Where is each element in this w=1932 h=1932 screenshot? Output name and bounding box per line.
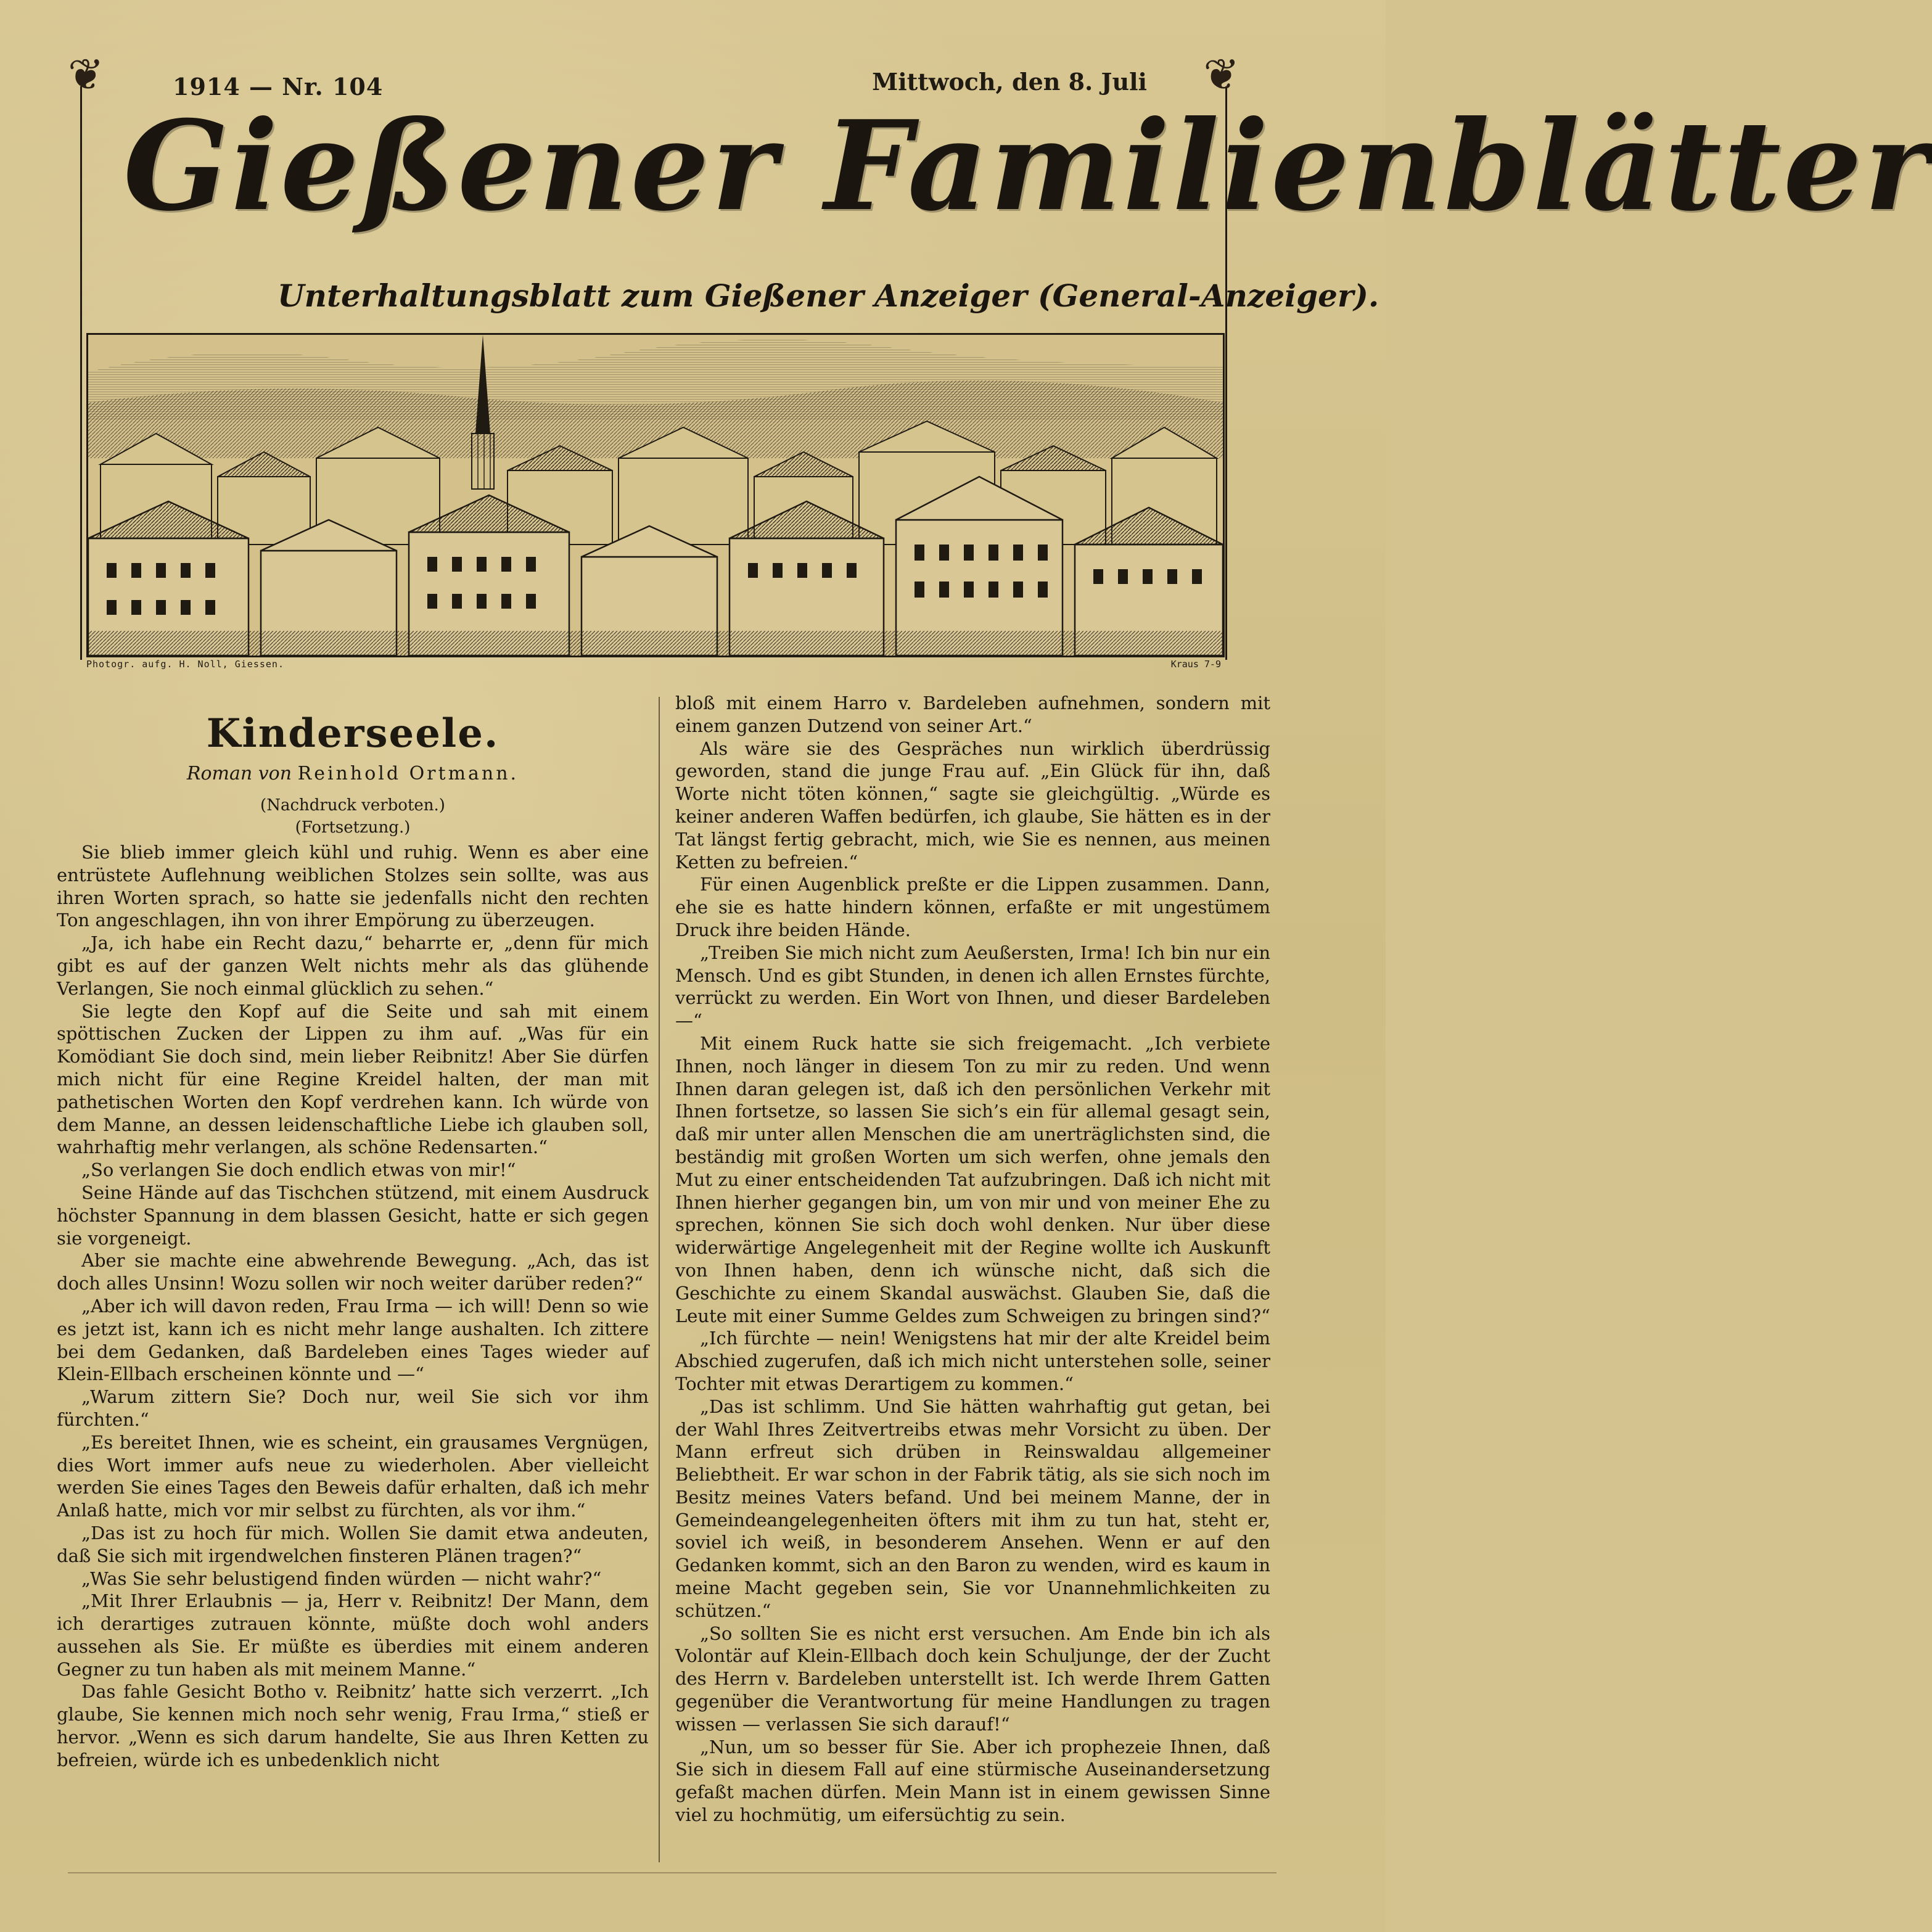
paragraph: „Ich fürchte — nein! Wenigstens hat mir der alte Kreidel beim Abschied zugerufen, daß ich mich nicht unterstehen solle, seiner Tochter mit etwas Derartigem zu kommen.“	[675, 1328, 1270, 1394]
corner-ornament-right: ❦	[1203, 49, 1239, 100]
left-column	[57, 691, 649, 1772]
photo-credit: Photogr. aufg. H. Noll, Giessen.	[86, 659, 284, 670]
paragraph: Seine Hände auf das Tischchen stützend, mit einem Ausdruck höchster Spannung in dem blassen Gesicht, hatte er sich gegen sie vorgeneigt.	[57, 1182, 649, 1249]
column-divider	[659, 697, 660, 1862]
paragraph: „Ja, ich habe ein Recht dazu,“ beharrte er, „denn für mich gibt es auf der ganzen Welt nichts mehr als das glühende Verlangen, Sie noch einmal glücklich zu sehen.“	[57, 932, 649, 999]
newspaper-subtitle: Unterhaltungsblatt zum Gießener Anzeiger (General-Anzeiger).	[277, 277, 1379, 314]
reprint-note: (Nachdruck verboten.)	[260, 796, 445, 815]
paragraph: Mit einem Ruck hatte sie sich freigemacht. „Ich verbiete Ihnen, noch länger in diesem Ton zu mir zu reden. Und wenn Ihnen daran gelegen ist, daß ich den persönlichen Verkehr mit Ihnen fortsetze, so lassen Sie sich’s ein für allemal gesagt sein, daß mir unter allen Menschen die am unerträglichsten sind, die beständig mit großen Worten um sich werfen, ohne jemals den Mut zu einer entscheidenden Tat aufzubringen. Daß ich nicht mit Ihnen hierher gegangen bin, um von mir und von meiner Ehe zu sprechen, können Sie sich doch wohl denken. Nur über diese widerwärtige Angelegenheit mit der Regine wollte ich Auskunft von Ihnen haben, denn ich wünsche nicht, daß sich die Geschichte zu einem Skandal auswächst. Glauben Sie, daß die Leute mit einer Summe Geldes zum Schweigen zu bringen sind?“	[675, 1032, 1270, 1326]
paragraph: „Was Sie sehr belustigend finden würden — nicht wahr?“	[81, 1568, 602, 1589]
paragraph: Als wäre sie des Gespräches nun wirklich überdrüssig geworden, stand die junge Frau auf. „Ein Glück für ihn, daß Worte nicht töten können,“ sagte sie gleichgültig. „Würde es keiner anderen Waffen bedürfen, ich glaube, Sie hätten es in der Tat längst fertig gebracht, mich, wie Sie es nennen, aus meinen Ketten zu befreien.“	[675, 738, 1270, 873]
author-name: Reinhold Ortmann.	[297, 763, 519, 784]
masthead	[68, 49, 1932, 672]
artist-signature: Kraus 7-9	[1170, 659, 1221, 670]
issue-number: 1914 — Nr. 104	[173, 73, 384, 101]
story-title: Kinderseele.	[206, 710, 499, 757]
story-author	[57, 762, 649, 786]
right-column	[675, 692, 1270, 1827]
paragraph: „Treiben Sie mich nicht zum Aeußersten, Irma! Ich bin nur ein Mensch. Und es gibt Stunden, in denen ich allen Ernstes fürchte, verrückt zu werden. Ein Wort von Ihnen, und dieser Bardeleben —“	[675, 942, 1270, 1032]
masthead-frame-left	[80, 86, 82, 660]
paragraph: Aber sie machte eine abwehrende Bewegung. „Ach, das ist doch alles Unsinn! Wozu sollen wir noch weiter darüber reden?“	[57, 1250, 649, 1294]
paragraph: „So sollten Sie es nicht erst versuchen. Am Ende bin ich als Volontär auf Klein-Ellbach doch kein Schuljunge, der der Zucht des Herrn v. Bardeleben unterstellt ist. Ich werde Ihrem Gatten gegenüber die Verantwortung für meine Handlungen zu tragen wissen — verlassen Sie sich darauf!“	[675, 1622, 1270, 1735]
corner-ornament-left: ❦	[68, 49, 104, 100]
paragraph: „Mit Ihrer Erlaubnis — ja, Herr v. Reibnitz! Der Mann, dem ich derartiges zutrauen könnte, müßte doch wohl anders aussehen als Sie. Er müßte es überdies mit einem anderen Gegner zu tun haben als mit meinem Manne.“	[57, 1590, 649, 1680]
author-prefix: Roman von	[186, 763, 292, 784]
paragraph: bloß mit einem Harro v. Bardeleben aufnehmen, sondern mit einem ganzen Dutzend von seiner Art.“	[675, 693, 1270, 736]
paragraph: Das fahle Gesicht Botho v. Reibnitz’ hatte sich verzerrt. „Ich glaube, Sie kennen mich noch sehr wenig, Frau Irma,“ stieß er hervor. „Wenn es sich darum handelte, Sie aus Ihren Ketten zu befreien, würde ich es unbedenklich nicht	[57, 1681, 649, 1770]
issue-date: Mittwoch, den 8. Juli	[872, 68, 1147, 96]
paragraph: Sie blieb immer gleich kühl und ruhig. Wenn es aber eine entrüstete Auflehnung weiblichen Stolzes sein sollte, was aus ihren Worten sprach, so hatte sie jedenfalls nicht den rechten Ton angeschlagen, ihn von ihrer Empörung zu überzeugen.	[57, 842, 649, 931]
paragraph: „So verlangen Sie doch endlich etwas von mir!“	[81, 1159, 516, 1181]
bottom-rule	[68, 1872, 1276, 1873]
paragraph: „Warum zittern Sie? Doch nur, weil Sie sich vor ihm fürchten.“	[57, 1386, 649, 1430]
paragraph: „Nun, um so besser für Sie. Aber ich prophezeie Ihnen, daß Sie sich in diesem Fall auf eine stürmische Auseinandersetzung gefaßt machen dürfen. Mein Mann ist in einem gewissen Sinne viel zu hochmütig, um eifersüchtig zu sein.	[675, 1736, 1270, 1826]
paragraph: „Aber ich will davon reden, Frau Irma — ich will! Denn so wie es jetzt ist, kann ich es nicht mehr lange aushalten. Ich zittere bei dem Gedanken, daß Bardeleben eines Tages wieder auf Klein-Ellbach erscheinen könnte und —“	[57, 1295, 649, 1385]
continuation-note: (Fortsetzung.)	[295, 818, 411, 837]
paragraph: Für einen Augenblick preßte er die Lippen zusammen. Dann, ehe sie es hatte hindern können, erfaßte er mit ungestümem Druck ihre beiden Hände.	[675, 874, 1270, 940]
paragraph: „Es bereitet Ihnen, wie es scheint, ein grausames Vergnügen, dies Wort immer aufs neue zu wiederholen. Aber vielleicht werden Sie eines Tages den Beweis dafür erhalten, daß ich mehr Anlaß hatte, mich vor mir selbst zu fürchten, als vor ihm.“	[57, 1431, 649, 1521]
paragraph: „Das ist schlimm. Und Sie hätten wahrhaftig gut getan, bei der Wahl Ihres Zeitvertreibs etwas mehr Vorsicht zu üben. Der Mann erfreut sich drüben in Reinswaldau allgemeiner Beliebtheit. Er war schon in der Fabrik tätig, als sie sich noch im Besitz meines Vaters befand. Und bei meinem Manne, der in Gemeindeangelegenheiten öfters mit ihm zu tun hat, steht er, soviel ich weiß, in besonderem Ansehen. Wenn er auf den Gedanken kommt, sich an den Baron zu wenden, wird es kaum in meine Macht gegeben sein, Sie vor Unannehmlichkeiten zu schützen.“	[675, 1396, 1270, 1621]
paragraph: Sie legte den Kopf auf die Seite und sah mit einem spöttischen Zucken der Lippen zu ihm auf. „Was für ein Komödiant Sie doch sind, mein lieber Reibnitz! Aber Sie dürfen mich nicht für eine Regine Kreidel halten, der man mit pathetischen Worten den Kopf verdrehen kann. Ich würde von dem Manne, an dessen leidenschaftliche Liebe ich glauben soll, wahrhaftig mehr verlangen, als schöne Redensarten.“	[57, 1000, 649, 1158]
newspaper-title: Gießener Familienblätter	[123, 94, 1932, 239]
paragraph: „Das ist zu hoch für mich. Wollen Sie damit etwa andeuten, daß Sie sich mit irgendwelchen finsteren Plänen tragen?“	[57, 1522, 649, 1566]
city-engraving	[86, 333, 1225, 657]
